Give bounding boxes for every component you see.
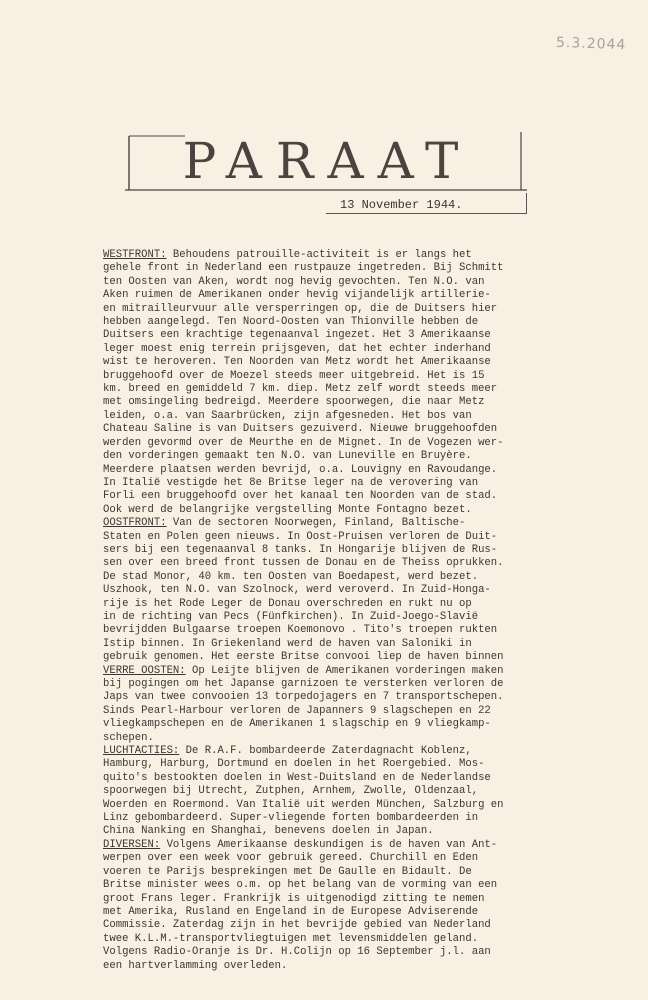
- line-text: werden gevormd over de Meurthe en de Mignet. In de Vogezen wer-: [103, 436, 504, 449]
- text-line: [103, 691, 608, 704]
- line-text: ten Oosten van Aken, wordt nog hevig gevochten. Ten N.O. van: [103, 275, 485, 288]
- line-text: Chateau Saline is van Duitsers gezuiverd. Nieuwe bruggehoofden: [103, 423, 498, 436]
- line-text: groot Frans leger. Frankrijk is uitgenodigd zitting te nemen: [103, 892, 485, 905]
- text-line: [103, 477, 608, 490]
- section-heading: DIVERSEN:: [103, 838, 161, 851]
- line-text: gehele front in Nederland een rustpauze ingetreden. Bij Schmitt: [103, 262, 504, 275]
- line-text: Woerden en Roermond. Van Italië uit werden München, Salzburg en: [103, 798, 504, 811]
- news-body: [103, 249, 608, 973]
- text-line: [103, 464, 608, 477]
- text-line: [103, 343, 608, 356]
- text-line: [103, 356, 608, 369]
- line-text: bruggehoofd over de Moezel steeds meer uitgebreid. Het is 15: [103, 369, 485, 382]
- line-text: Forli een bruggehoofd over het kanaal ten Noorden van de stad.: [103, 490, 498, 503]
- text-line: [103, 329, 608, 342]
- line-text: quito's bestookten doelen in West-Duitsland en de Nederlandse: [103, 771, 491, 784]
- text-line: [103, 450, 608, 463]
- text-line: [103, 758, 608, 771]
- line-text: gebruik genomen. Het eerste Britse convooi liep de haven binnen: [103, 651, 504, 664]
- text-line: [103, 504, 608, 517]
- pencil-annotation: 5.3.2044: [555, 34, 627, 54]
- line-text: China Nanking en Shanghai, benevens doelen in Japan.: [103, 825, 434, 838]
- line-text: In Italië vestigde het 8e Britse leger na de verovering van: [103, 476, 479, 489]
- text-line: [103, 946, 608, 959]
- text-line: [103, 852, 608, 865]
- text-line: [103, 557, 608, 570]
- text-line: [103, 732, 608, 745]
- text-line: [103, 866, 608, 879]
- text-line: [103, 933, 608, 946]
- text-line: [103, 571, 608, 584]
- line-text: bevrijdden Bulgaarse troepen Koemonovo . Tito's troepen rukten: [103, 624, 498, 637]
- line-text: spoorwegen bij Utrecht, Zutphen, Arnhem, Zwolle, Oldenzaal,: [103, 785, 479, 798]
- line-text: Aken ruimen de Amerikanen onder hevig vijandelijk artillerie-: [103, 289, 491, 302]
- line-text: De R.A.F. bombardeerde Zaterdagnacht Koblenz,: [179, 745, 472, 758]
- line-text: Istip binnen. In Griekenland werd de haven van Saloniki in: [103, 637, 472, 650]
- text-line: [103, 396, 608, 409]
- text-line: [103, 705, 608, 718]
- text-line: [103, 839, 608, 852]
- text-line: [103, 544, 608, 557]
- line-text: wist te heroveren. Ten Noorden van Metz wordt het Amerikaanse: [103, 356, 491, 369]
- line-text: bij pogingen om het Japanse garnizoen te versterken verloren de: [103, 678, 504, 690]
- line-text: Japs van twee convooien 13 torpedojagers en 7 transportschepen.: [103, 691, 504, 704]
- line-text: Behoudens patrouille-activiteit is er langs het: [166, 249, 472, 261]
- text-line: [103, 678, 608, 691]
- text-line: [103, 919, 608, 932]
- line-text: De stad Monor, 40 km. ten Oosten van Boedapest, werd bezet.: [103, 570, 479, 583]
- text-line: [103, 370, 608, 383]
- text-line: [103, 665, 608, 678]
- line-text: Linz gebombardeerd. Super-vliegende forten bombardeerden in: [103, 812, 479, 825]
- text-line: [103, 772, 608, 785]
- line-text: Volgens Radio-Oranje is Dr. H.Colijn op 16 September j.l. aan: [103, 946, 491, 959]
- line-text: Duitsers een krachtige tegenaanval ingezet. Het 3 Amerikaanse: [103, 329, 491, 342]
- line-text: werpen over een week voor gebruik gereed. Churchill en Eden: [103, 852, 479, 865]
- line-text: leger moest enig terrein prijsgeven, dat het echter inderhand: [103, 342, 491, 355]
- line-text: in de richting van Pecs (Fünfkirchen). In Zuid-Joego-Slavië: [103, 610, 479, 623]
- text-line: [103, 410, 608, 423]
- text-line: [103, 960, 608, 973]
- line-text: km. breed en gemiddeld 7 km. diep. Metz zelf wordt steeds meer: [103, 383, 498, 396]
- line-text: sen over een breed front tussen de Donau en de Theiss oprukken.: [103, 557, 504, 570]
- text-line: [103, 249, 608, 262]
- text-line: [103, 490, 608, 503]
- section-heading: WESTFRONT:: [103, 249, 167, 261]
- text-line: [103, 598, 608, 611]
- line-text: met omsingeling bedreigd. Meerdere spoorwegen, die naar Metz: [103, 396, 485, 409]
- line-text: den vorderingen gemaakt ten N.O. van Luneville en Bruyère.: [103, 450, 472, 463]
- line-text: Staten en Polen geen nieuws. In Oost-Pruisen verloren de Duit-: [103, 530, 498, 543]
- issue-date: 13 November 1944.: [340, 198, 463, 212]
- text-line: [103, 718, 608, 731]
- text-line: [103, 423, 608, 436]
- line-text: en mitrailleurvuur alle versperringen op, die de Duitsers hier: [103, 302, 498, 315]
- line-text: Britse minister wees o.m. op het belang van de vorming van een: [103, 879, 498, 892]
- line-text: rije is het Rode Leger de Donau overschreden en rukt nu op: [103, 597, 472, 610]
- section-heading: OOSTFRONT:: [103, 517, 167, 530]
- line-text: Ook werd de belangrijke vergstelling Monte Fontagno bezet.: [103, 503, 472, 516]
- text-line: [103, 799, 608, 812]
- text-line: [103, 785, 608, 798]
- text-line: [103, 651, 608, 664]
- text-line: [103, 825, 608, 838]
- line-text: sers bij een tegenaanval 8 tanks. In Hongarije blijven de Rus-: [103, 543, 498, 556]
- line-text: Sinds Pearl-Harbour verloren de Japanners 9 slagschepen en 22: [103, 704, 491, 717]
- text-line: [103, 624, 608, 637]
- line-text: Uszhook, ten N.O. van Szolnock, werd veroverd. In Zuid-Honga-: [103, 584, 491, 597]
- line-text: Volgens Amerikaanse deskundigen is de haven van Ant-: [160, 838, 498, 851]
- text-line: [103, 437, 608, 450]
- text-line: [103, 276, 608, 289]
- section-heading: VERRE OOSTEN:: [103, 664, 186, 677]
- text-line: [103, 303, 608, 316]
- line-text: Meerdere plaatsen werden bevrijd, o.a. Louvigny en Ravoudange.: [103, 463, 498, 476]
- text-line: [103, 812, 608, 825]
- text-line: [103, 611, 608, 624]
- line-text: Op Leijte blijven de Amerikanen vorderingen maken: [185, 664, 504, 677]
- text-line: [103, 517, 608, 530]
- line-text: hebben aangelegd. Ten Noord-Oosten van Thionville hebben de: [103, 316, 479, 329]
- line-text: vliegkampschepen en de Amerikanen 1 slagschip en 9 vliegkamp-: [103, 718, 491, 731]
- text-line: [103, 879, 608, 892]
- line-text: Hamburg, Harburg, Dortmund en doelen in het Roergebied. Mos-: [103, 758, 485, 771]
- text-line: [103, 584, 608, 597]
- line-text: leiden, o.a. van Saarbrücken, zijn afgesneden. Het bos van: [103, 409, 472, 422]
- line-text: twee K.L.M.-transportvliegtuigen met levensmiddelen geland.: [103, 932, 479, 945]
- line-text: voeren te Parijs besprekingen met De Gaulle en Bidault. De: [103, 865, 472, 878]
- text-line: [103, 745, 608, 758]
- text-line: [103, 383, 608, 396]
- line-text: Van de sectoren Noorwegen, Finland, Baltische-: [166, 517, 466, 530]
- masthead-title: PARAAT: [182, 132, 473, 190]
- text-line: [103, 531, 608, 544]
- section-heading: LUCHTACTIES:: [103, 745, 180, 758]
- text-line: [103, 289, 608, 302]
- text-line: [103, 638, 608, 651]
- text-line: [103, 893, 608, 906]
- text-line: [103, 316, 608, 329]
- line-text: met Amerika, Rusland en Engeland in de Europese Adviserende: [103, 905, 479, 918]
- text-line: [103, 262, 608, 275]
- line-text: Commissie. Zaterdag zijn in het bevrijde gebied van Nederland: [103, 919, 491, 932]
- text-line: [103, 906, 608, 919]
- line-text: een hartverlamming overleden.: [103, 959, 288, 972]
- line-text: schepen.: [103, 731, 154, 744]
